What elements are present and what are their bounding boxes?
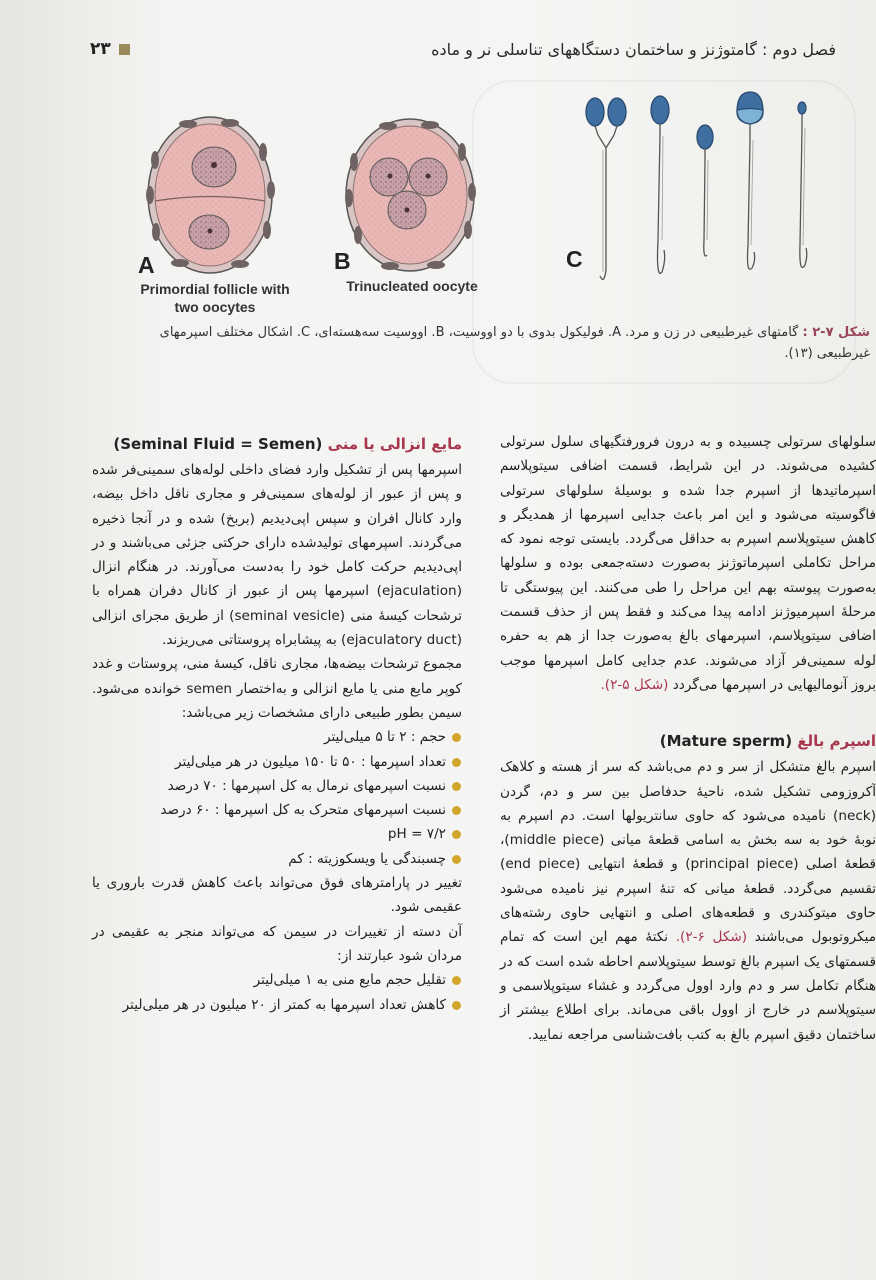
list-item: نسبت اسپرمهای نرمال به کل اسپرمها : ۷۰ درصد <box>92 774 462 798</box>
right-column <box>500 430 876 1047</box>
list-item: حجم : ۲ تا ۵ میلی‌لیتر <box>92 725 462 749</box>
infertility-changes-list <box>92 968 462 1017</box>
running-header <box>90 36 836 62</box>
right-paragraph-1 <box>500 430 876 697</box>
mature-sperm-heading <box>500 727 876 755</box>
figure-caption <box>110 322 870 364</box>
page-marker-square <box>119 44 130 55</box>
figure-caption-label: شکل ۷-۲ : <box>802 325 870 340</box>
panel-a-caption-line2: two oocytes <box>174 299 256 315</box>
panel-c-letter: C <box>566 246 583 272</box>
seminal-fluid-heading-fa: مایع انزالی یا منی <box>327 435 462 453</box>
figure-caption-text: گامتهای غیرطبیعی در زن و مرد. A. فولیکول بدوی با دو اووسیت، B. اووسیت سه‌هسته‌ای، C. اشکال مختلف اسپرمهای غیرطبیعی (۱۳). <box>159 325 870 361</box>
panel-a-follicle <box>146 117 275 273</box>
list-item: تعداد اسپرمها : ۵۰ تا ۱۵۰ میلیون در هر میلی‌لیتر <box>92 750 462 774</box>
seminal-fluid-heading <box>92 430 462 458</box>
panel-a-caption-line1: Primordial follicle with <box>140 281 290 297</box>
seminal-fluid-heading-en: (Seminal Fluid = Semen) <box>113 435 323 453</box>
right-paragraph-2-text: اسپرم بالغ متشکل از سر و دم می‌باشد که سر از هسته و کلاهک آکروزومی تشکیل شده، ناحیهٔ حدفاصل بین سر و دم، گردن (neck) نامیده می‌شود که حاوی سانتریولها است. دم اسپرم به نوبهٔ خود به سه بخش به اسامی قطعهٔ میانی (middle piece)، قطعهٔ اصلی (principal piece) و قطعهٔ انتهایی (end piece) تقسیم می‌گردد. قطعهٔ میانی که تنهٔ اسپرم نیز نامیده می‌شود حاوی میتوکندری و قطعه‌های اصلی و انتهایی حاوی رشته‌های میکروتوبول می‌باشند <box>500 759 876 946</box>
left-paragraph-1: اسپرمها پس از تشکیل وارد فضای داخلی لوله‌های سمینی‌فر شده و پس از عبور از لوله‌های سمینی‌فر و مجاری ناقل داخل بیضه، وارد کانال افران و سپس اپی‌دیدیم (بربخ) شده و در آنجا ذخیره می‌گردند. اسپرمهای تولیدشده دارای حرکتی جزئی می‌باشند و در اپی‌دیدیم حرکت کامل خود را به‌دست می‌آورند. در هنگام انزال (ejaculation) اسپرمها پس از عبور از کانال دفران همراه با ترشحات کیسهٔ منی (seminal vesicle) از طریق مجرای انزالی (ejaculatory duct) به پیشابراه پروستاتی می‌ریزند. <box>92 462 463 649</box>
list-item: pH = ۷/۲ <box>92 822 462 846</box>
page-number: ۲۳ <box>90 39 111 59</box>
list-item: کاهش تعداد اسپرمها به کمتر از ۲۰ میلیون در هر میلی‌لیتر <box>92 993 462 1017</box>
right-paragraph-1-text: سلولهای سرتولی چسبیده و به درون فرورفتگیهای سلول سرتولی کشیده می‌شوند. در این شرایط، قسمت اضافی سیتوپلاسم اسپرماتیدها از اسپرم جدا شده و بوسیلهٔ سلولهای سرتولی فاگوسیته می‌شود و این امر باعث جدایی اسپرمها از همدیگر و کاهش سیتوپلاسم اسپرم به حداقل می‌گردد. بایستی توجه نمود که مراحل تکاملی اسپرماتوژنز به‌صورت دسته‌جمعی بوده و سلولها به‌صورت پیوسته بهم این مراحل را طی می‌کنند. این پیوستگی تا مرحلهٔ اسپرمیوژنز ادامه پیدا می‌کند و فقط پس از حذف قسمت اضافی سیتوپلاسم، اسپرمهای بالغ به‌صورت جدا از هم به حفره لوله سمینی‌فر آزاد می‌شوند. عدم جدایی کامل اسپرمها موجب بروز آنومالیهایی در اسپرمها می‌گردد <box>500 434 876 693</box>
panel-c-sperm-forms <box>586 92 807 279</box>
list-item: نسبت اسپرمهای متحرک به کل اسپرمها : ۶۰ درصد <box>92 798 462 822</box>
page-number-block <box>90 39 130 59</box>
figure-abnormal-gametes <box>110 80 840 320</box>
panel-b-caption: Trinucleated oocyte <box>346 278 478 294</box>
mature-sperm-heading-fa: اسپرم بالغ <box>797 732 876 751</box>
right-paragraph-2 <box>500 755 876 1047</box>
left-column <box>92 430 462 1017</box>
spacer <box>500 697 876 727</box>
list-item: تقلیل حجم مایع منی به ۱ میلی‌لیتر <box>92 968 462 992</box>
mature-sperm-heading-en: (Mature sperm) <box>659 732 793 751</box>
right-paragraph-2-tail: نکتهٔ مهم این است که تمام قسمتهای یک اسپرم بالغ توسط سیتوپلاسم احاطه شده است که در هنگام تکامل سر و دم وارد اوول می‌گردد و غشاء سیتوپلاسمی و سیتوپلاسم در خارج از اوول باقی می‌ماند. برای اطلاع بیشتر از ساختمان دقیق اسپرم بالغ به کتب بافت‌شناسی مراجعه نمایید. <box>500 929 876 1043</box>
list-item: چسبندگی یا ویسکوزیته : کم <box>92 847 462 871</box>
panel-b-letter: B <box>334 248 351 274</box>
figure-reference-5-2: (شکل ۵-۲). <box>600 676 669 693</box>
panel-a-caption <box>120 280 310 316</box>
left-paragraph-2: مجموع ترشحات بیضه‌ها، مجاری ناقل، کیسهٔ منی، پروستات و غدد کوپر مایع منی یا مایع انزالی و به‌اختصار semen خوانده می‌شود. سیمن بطور طبیعی دارای مشخصات زیر می‌باشد: <box>92 656 462 721</box>
figure-reference-6-2: (شکل ۶-۲). <box>675 929 748 946</box>
left-paragraph-4: آن دسته از تغییرات در سیمن که می‌تواند منجر به عقیمی در مردان شود عبارتند از: <box>92 923 462 964</box>
chapter-title: فصل دوم : گامتوژنز و ساختمان دستگاههای تناسلی نر و ماده <box>431 39 836 59</box>
semen-characteristics-list <box>92 725 462 871</box>
left-paragraph-3: تغییر در پارامترهای فوق می‌تواند باعث کاهش قدرت باروری یا عقیمی شود. <box>92 875 462 916</box>
panel-a-letter: A <box>138 252 155 278</box>
panel-b-oocyte <box>345 119 476 271</box>
